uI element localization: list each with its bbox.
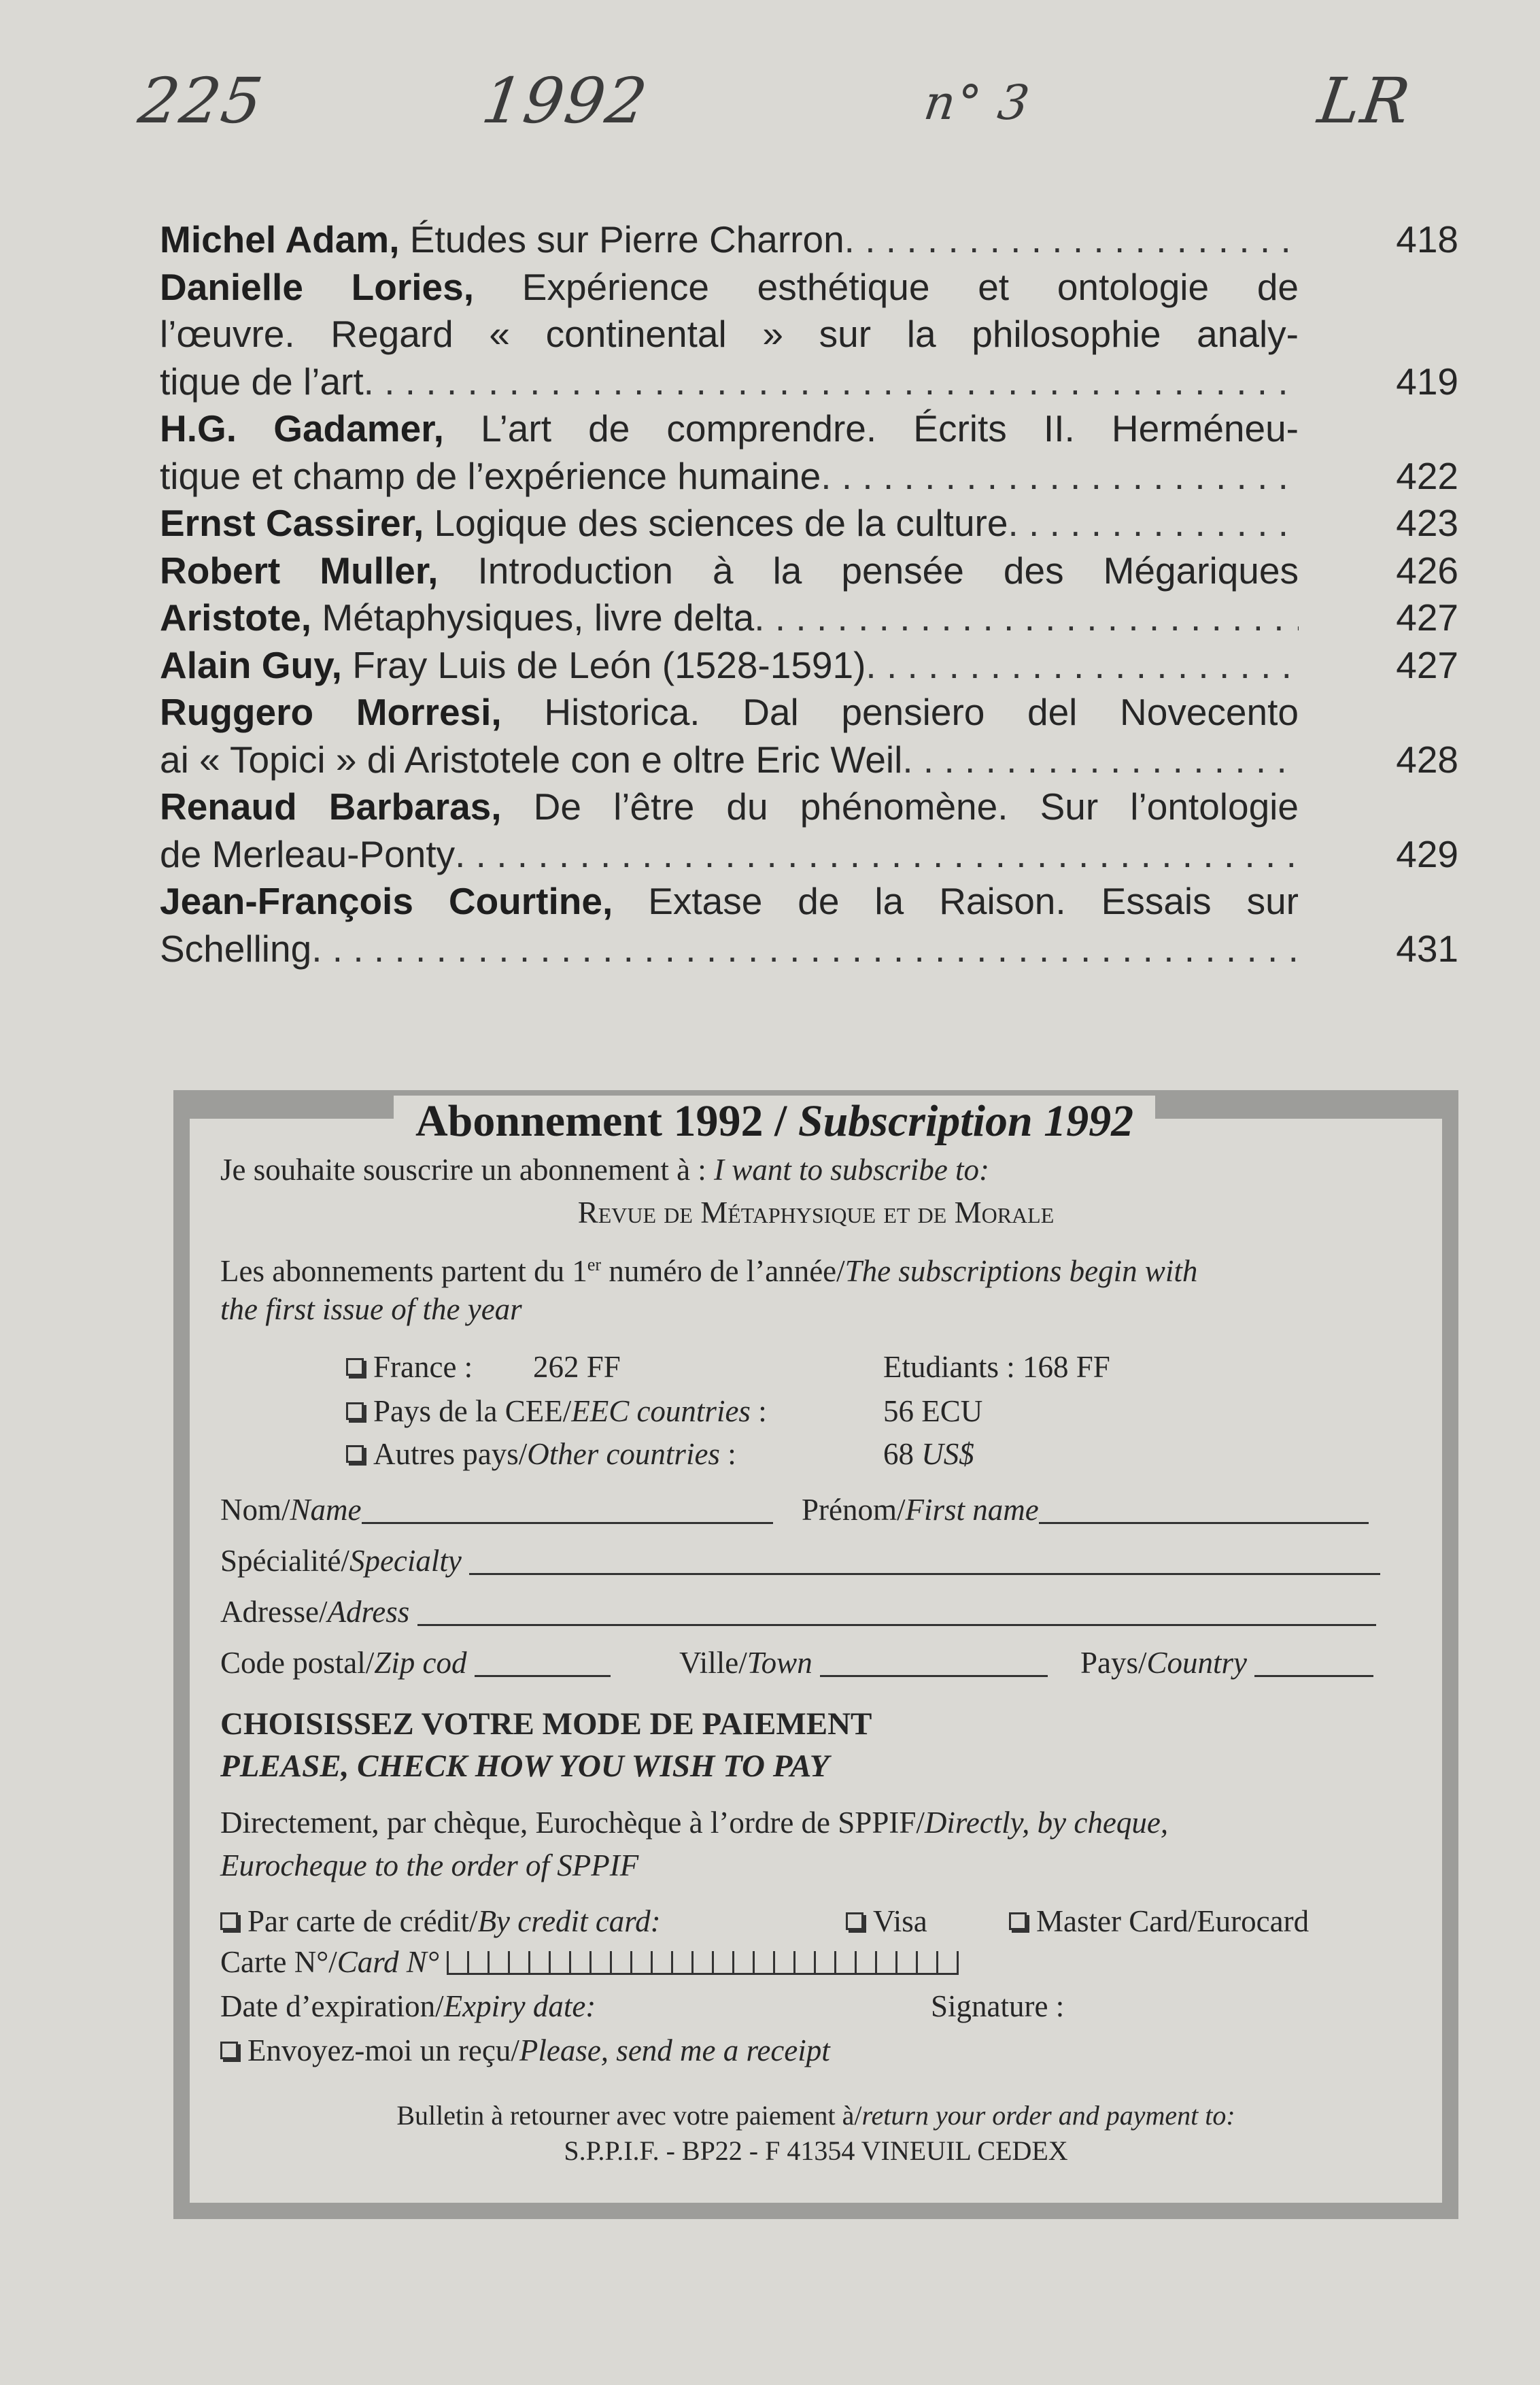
- handwritten-issue: n° 3: [921, 75, 1034, 131]
- toc-page-number: 427: [1396, 596, 1458, 639]
- checkbox-icon[interactable]: [1009, 1912, 1027, 1930]
- rate-france-option[interactable]: France :: [346, 1347, 473, 1387]
- checkbox-icon[interactable]: [220, 1912, 238, 1930]
- receipt-option[interactable]: Envoyez-moi un reçu/Please, send me a receipt: [220, 2030, 830, 2071]
- visa-option[interactable]: Visa: [846, 1901, 927, 1942]
- toc-title: Fray Luis de León (1528-1591): [341, 643, 866, 686]
- toc-title: L’art de comprendre. Écrits II. Herméneu-: [443, 407, 1299, 450]
- toc-entry: [160, 594, 1458, 642]
- toc-entry: [160, 405, 1458, 500]
- toc-title: Extase de la Raison. Essais sur: [613, 880, 1299, 922]
- checkbox-icon[interactable]: [220, 2042, 238, 2059]
- toc-author: H.G. Gadamer,: [160, 407, 444, 450]
- toc-title-continued: l’œuvre. Regard « continental » sur la philosophie analy-: [160, 313, 1299, 355]
- toc-page-number: 429: [1396, 832, 1458, 875]
- checkbox-icon[interactable]: [846, 1912, 863, 1930]
- card-number-field[interactable]: Carte N°/Card N°: [220, 1942, 959, 1982]
- first-name-field[interactable]: Prénom/First name: [802, 1489, 1369, 1530]
- expiry-date-field[interactable]: Date d’expiration/Expiry date:: [220, 1989, 596, 2023]
- toc-author: Alain Guy,: [160, 643, 342, 686]
- payment-direct-note-continued: Eurocheque to the order of SPPIF: [220, 1848, 639, 1882]
- rate-students: Etudiants : 168 FF: [883, 1350, 1110, 1384]
- toc-page-number: 423: [1396, 502, 1458, 544]
- toc-title: De l’être du phénomène. Sur l’ontologie: [501, 785, 1299, 828]
- zip-code-field[interactable]: Code postal/Zip cod: [220, 1642, 611, 1683]
- subscription-form: [173, 1090, 1458, 2219]
- address-field[interactable]: Adresse/Adress: [220, 1591, 1376, 1632]
- toc-title: Expérience esthétique et ontologie de: [474, 265, 1299, 308]
- toc-entry: [160, 264, 1458, 406]
- return-address: S.P.P.I.F. - BP22 - F 41354 VINEUIL CEDEX: [564, 2135, 1068, 2166]
- toc-title-continued: tique de l’art: [160, 360, 364, 403]
- subscription-begin-note: Les abonnements partent du 1er numéro de l’année/The subscriptions begin with: [220, 1254, 1198, 1288]
- return-instructions: Bulletin à retourner avec votre paiement à/return your order and payment to:: [396, 2100, 1235, 2131]
- toc-title-continued: Schelling: [160, 927, 312, 970]
- town-field[interactable]: Ville/Town: [679, 1642, 1048, 1683]
- checkbox-icon[interactable]: [346, 1445, 364, 1463]
- book-reviews-list: [160, 216, 1458, 972]
- toc-author: Jean-François Courtine,: [160, 880, 613, 922]
- handwritten-number: 225: [134, 65, 269, 137]
- subscribe-intro: Je souhaite souscrire un abonnement à : I want to subscribe to:: [220, 1153, 990, 1187]
- credit-card-option[interactable]: Par carte de crédit/By credit card:: [220, 1901, 661, 1942]
- handwritten-year: 1992: [477, 65, 653, 137]
- toc-page-number: 419: [1396, 360, 1458, 403]
- payment-heading-english: PLEASE, CHECK HOW YOU WISH TO PAY: [220, 1748, 829, 1784]
- name-field[interactable]: Nom/Name: [220, 1489, 773, 1530]
- toc-title-continued: tique et champ de l’expérience humaine: [160, 454, 821, 497]
- toc-author: Ruggero Morresi,: [160, 691, 502, 733]
- toc-entry: [160, 642, 1458, 690]
- payment-heading: CHOISISSEZ VOTRE MODE DE PAIEMENT: [220, 1706, 872, 1742]
- specialty-field[interactable]: Spécialité/Specialty: [220, 1540, 1380, 1581]
- toc-page-number: 426: [1396, 549, 1458, 592]
- checkbox-icon[interactable]: [346, 1402, 364, 1420]
- toc-entry: [160, 783, 1458, 878]
- toc-entry: [160, 216, 1458, 264]
- payment-direct-note: Directement, par chèque, Eurochèque à l’ordre de SPPIF/Directly, by cheque,: [220, 1806, 1169, 1840]
- toc-page-number: 418: [1396, 218, 1458, 260]
- toc-entry: [160, 878, 1458, 972]
- toc-title: Études sur Pierre Charron: [399, 218, 844, 260]
- toc-title: Introduction à la pensée des Mégariques: [438, 549, 1299, 592]
- subscription-title: Abonnement 1992 / Subscription 1992: [394, 1096, 1155, 1147]
- subscription-begin-note-continued: the first issue of the year: [220, 1292, 522, 1326]
- toc-author: Danielle Lories,: [160, 265, 475, 308]
- rate-eec-option[interactable]: Pays de la CEE/EEC countries :: [346, 1391, 767, 1432]
- toc-title: Logique des sciences de la culture: [424, 502, 1008, 544]
- country-field[interactable]: Pays/Country: [1080, 1642, 1373, 1683]
- toc-author: Aristote,: [160, 596, 312, 639]
- handwritten-initials: LR: [1314, 65, 1416, 137]
- rate-other-option[interactable]: Autres pays/Other countries :: [346, 1434, 736, 1474]
- toc-page-number: 428: [1396, 738, 1458, 781]
- journal-name: Revue de Métaphysique et de Morale: [577, 1196, 1055, 1230]
- toc-author: Ernst Cassirer,: [160, 502, 424, 544]
- toc-entry: [160, 689, 1458, 783]
- toc-author: Robert Muller,: [160, 549, 439, 592]
- rate-france-price: 262 FF: [533, 1350, 621, 1384]
- toc-title: Métaphysiques, livre delta: [311, 596, 755, 639]
- toc-author: Renaud Barbaras,: [160, 785, 502, 828]
- toc-title-continued: ai « Topici » di Aristotele con e oltre Eric Weil: [160, 738, 903, 781]
- toc-title: Historica. Dal pensiero del Novecento: [501, 691, 1299, 733]
- toc-page-number: 427: [1396, 643, 1458, 686]
- subscription-form-body: [190, 1096, 1442, 2203]
- card-number-boxes[interactable]: [447, 1944, 959, 1970]
- toc-entry: [160, 500, 1458, 547]
- toc-title-continued: de Merleau-Ponty: [160, 832, 456, 875]
- signature-field[interactable]: Signature :: [931, 1989, 1065, 2023]
- toc-entry: [160, 547, 1458, 595]
- toc-page-number: 422: [1396, 454, 1458, 497]
- toc-author: Michel Adam,: [160, 218, 400, 260]
- checkbox-icon[interactable]: [346, 1358, 364, 1376]
- mastercard-option[interactable]: Master Card/Eurocard: [1009, 1901, 1309, 1942]
- rate-other-price: 68 US$: [883, 1437, 974, 1471]
- toc-page-number: 431: [1396, 927, 1458, 970]
- rate-eec-price: 56 ECU: [883, 1394, 983, 1428]
